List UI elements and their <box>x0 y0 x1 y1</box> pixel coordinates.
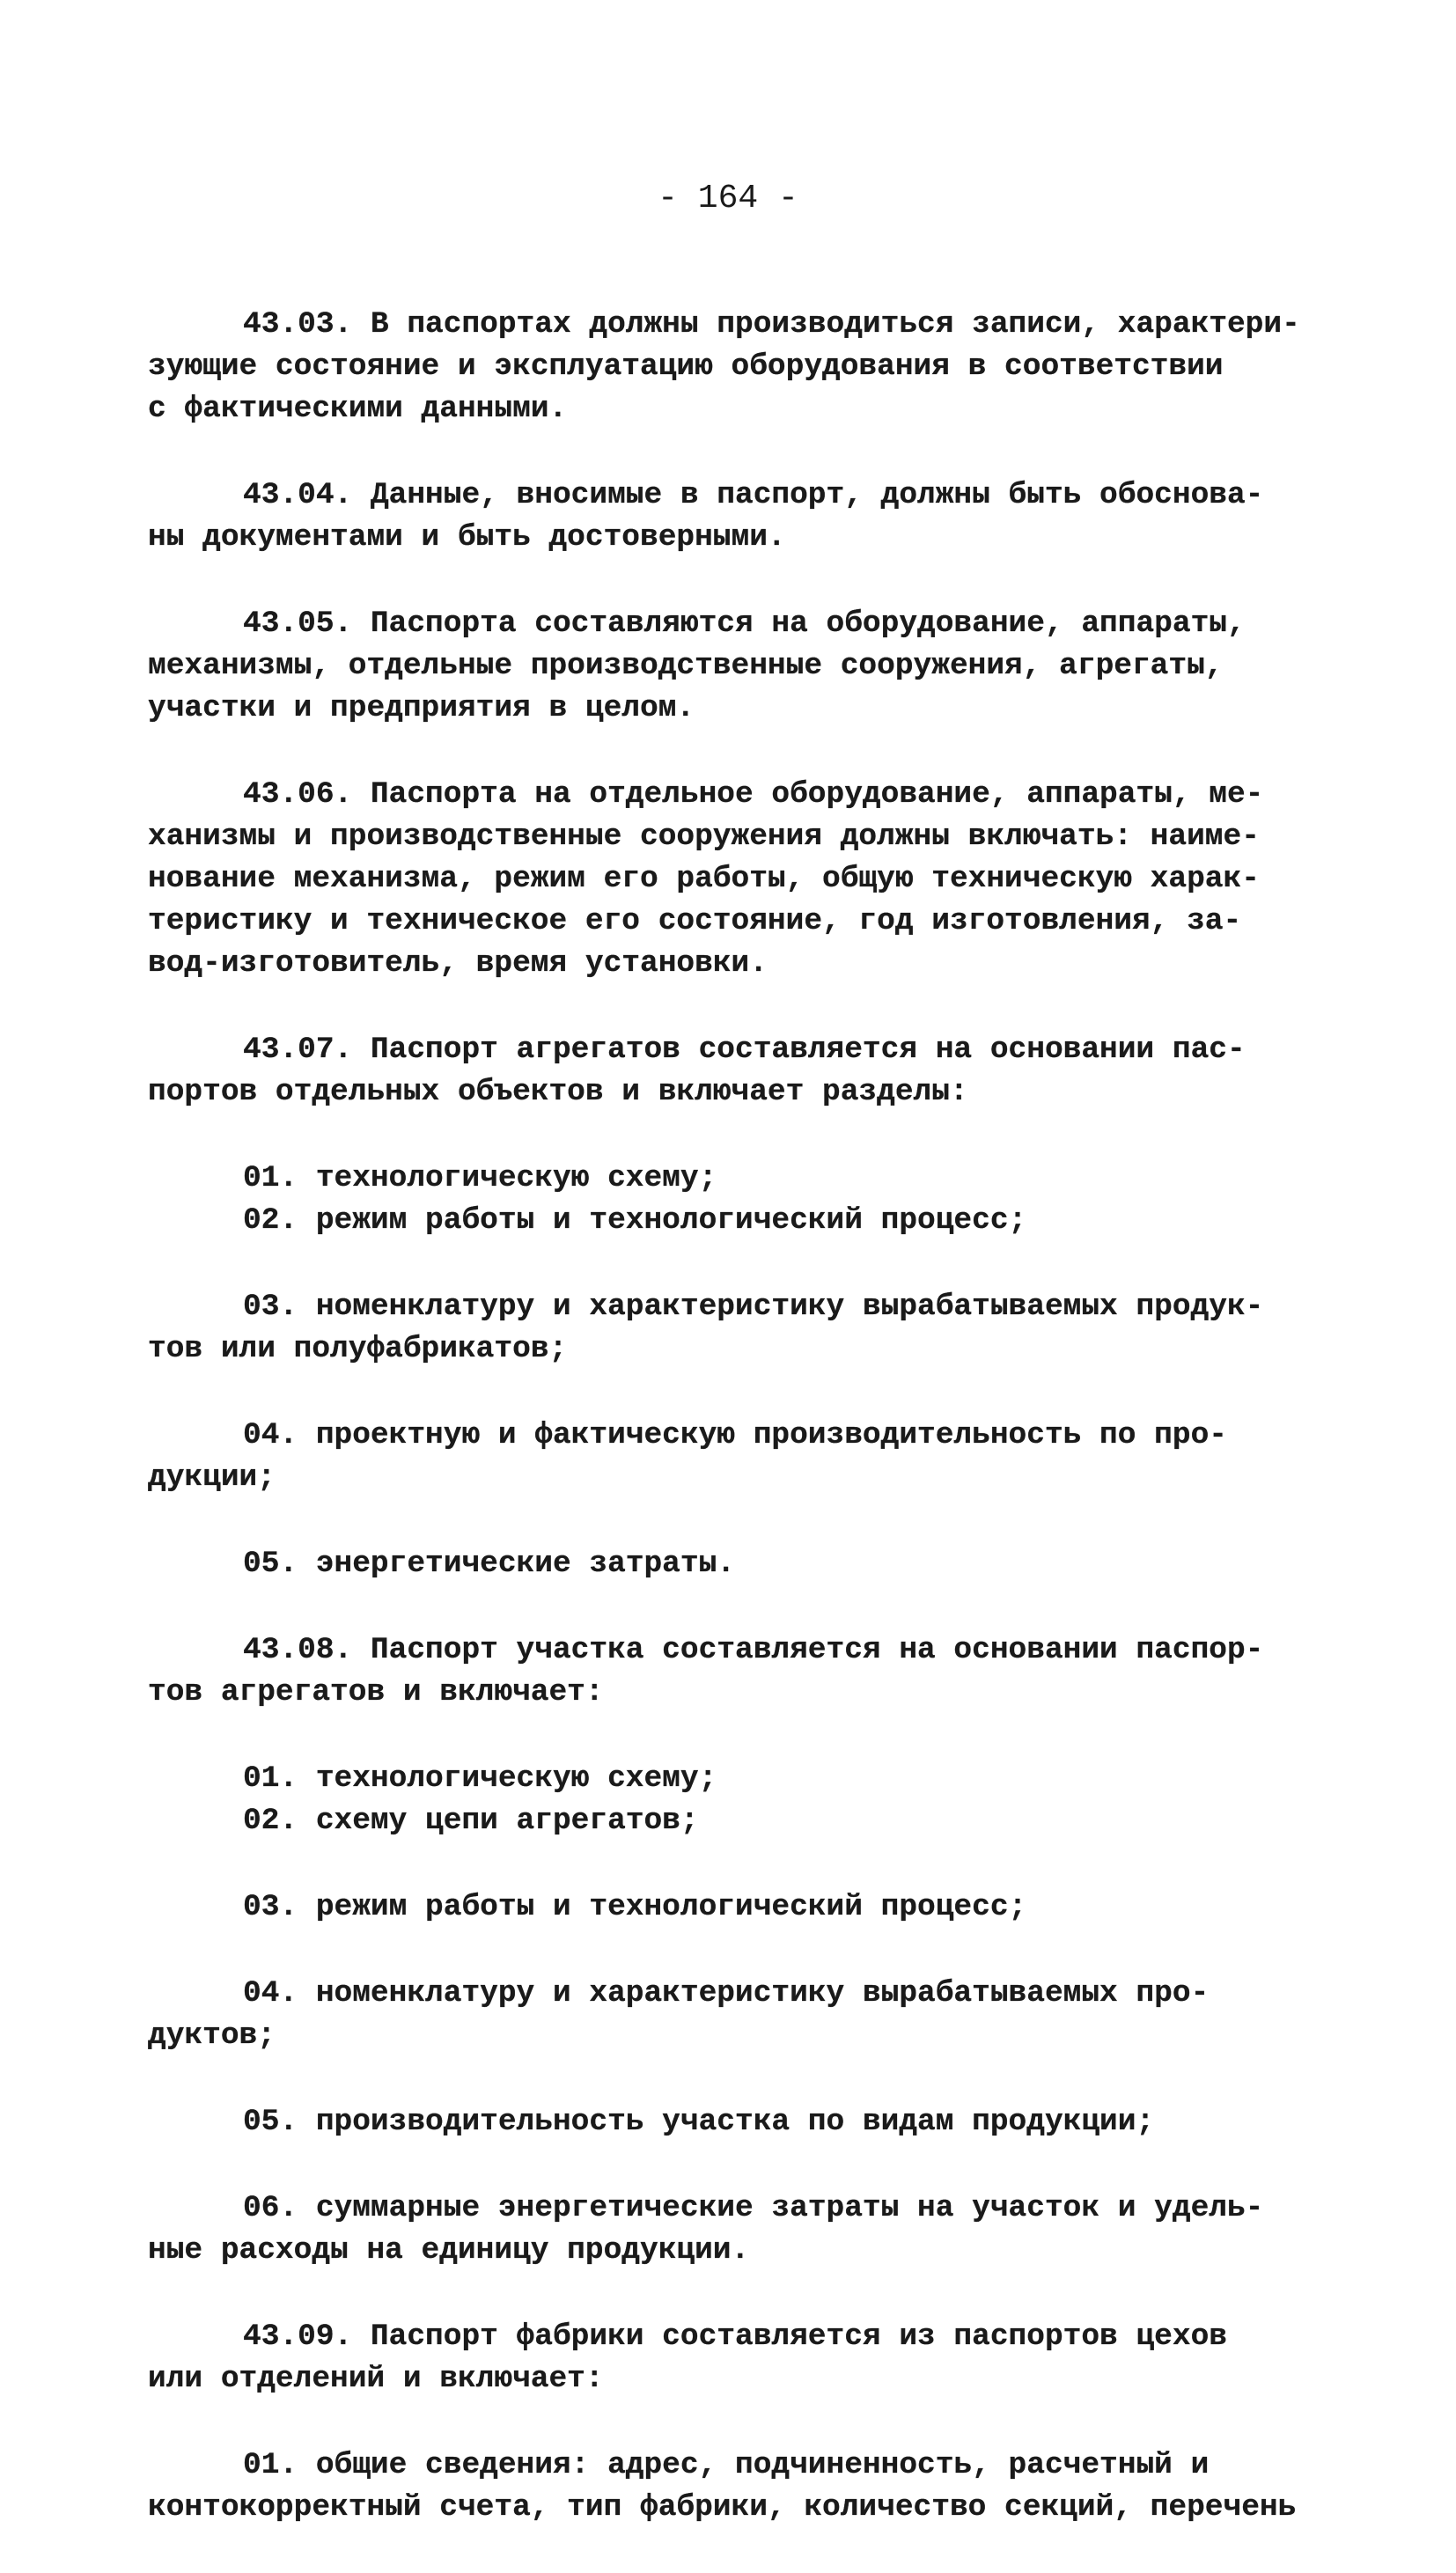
paragraph <box>148 2444 1297 2529</box>
paragraph <box>148 1286 1292 1371</box>
text-line: 02. схему цепи агрегатов; <box>243 1804 699 1838</box>
text-line: 01. технологическую схему; <box>243 1161 717 1195</box>
text-line: 01. общие сведения: адрес, подчиненность, расчетный и <box>243 2448 1210 2482</box>
paragraph <box>148 2316 1292 2400</box>
text-line: 04. проектную и фактическую производительность по про- <box>243 1418 1227 1452</box>
text-line: 43.07. Паспорт агрегатов составляется на основании пас- <box>243 1033 1246 1067</box>
paragraph <box>148 2187 1292 2272</box>
text-line: 05. энергетические затраты. <box>243 1547 735 1581</box>
text-line: ханизмы и производственные сооружения должны включать: наиме- <box>148 820 1260 854</box>
paragraph <box>148 1543 1292 1585</box>
text-line: или отделений и включает: <box>148 2362 604 2396</box>
paragraph <box>148 1029 1292 1114</box>
paragraph <box>148 1758 1292 1800</box>
text-line: нование механизма, режим его работы, общую техническую харак- <box>148 862 1260 896</box>
text-line: 03. режим работы и технологический процесс; <box>243 1890 1027 1924</box>
text-line: 02. режим работы и технологический процесс; <box>243 1203 1027 1238</box>
text-line: 03. номенклатуру и характеристику вырабатываемых продук- <box>243 1290 1264 1324</box>
text-line: 01. технологическую схему; <box>243 1761 717 1796</box>
paragraph <box>148 2101 1292 2143</box>
text-line: участки и предприятия в целом. <box>148 691 695 725</box>
text-line: 43.04. Данные, вносимые в паспорт, должны быть обоснова- <box>243 478 1264 512</box>
text-line: ны документами и быть достоверными. <box>148 520 786 555</box>
text-line: дукции; <box>148 1460 276 1495</box>
page-number: - 164 - <box>658 180 798 217</box>
text-line: 04. номенклатуру и характеристику вырабатываемых про- <box>243 1976 1210 2011</box>
text-line: дуктов; <box>148 2018 276 2053</box>
paragraph <box>148 603 1292 730</box>
paragraph <box>148 1800 1292 1842</box>
text-line: контокорректный счета, тип фабрики, количество секций, перечень <box>148 2490 1297 2525</box>
text-line: 43.06. Паспорта на отдельное оборудование, аппараты, ме- <box>243 777 1264 812</box>
paragraph <box>148 1973 1292 2057</box>
text-line: 43.03. В паспортах должны производиться записи, характери- <box>243 307 1300 342</box>
text-line: тов или полуфабрикатов; <box>148 1332 568 1366</box>
text-line: 43.09. Паспорт фабрики составляется из паспортов цехов <box>243 2319 1227 2354</box>
paragraph <box>148 304 1300 430</box>
document-body <box>148 304 1300 2573</box>
paragraph <box>148 1200 1292 1242</box>
paragraph <box>148 1629 1292 1714</box>
paragraph <box>148 774 1292 985</box>
text-line: тов агрегатов и включает: <box>148 1675 604 1709</box>
text-line: 43.08. Паспорт участка составляется на основании паспор- <box>243 1633 1264 1667</box>
text-line: портов отдельных объектов и включает разделы: <box>148 1075 968 1109</box>
text-line: 05. производительность участка по видам продукции; <box>243 2105 1155 2139</box>
text-line: 43.05. Паспорта составляются на оборудование, аппараты, <box>243 606 1246 641</box>
paragraph <box>148 1158 1292 1200</box>
text-line: с фактическими данными. <box>148 392 568 426</box>
text-line: ные расходы на единицу продукции. <box>148 2233 750 2268</box>
text-line: 06. суммарные энергетические затраты на участок и удель- <box>243 2191 1264 2225</box>
text-line: теристику и техническое его состояние, год изготовления, за- <box>148 904 1242 938</box>
paragraph <box>148 1886 1292 1929</box>
text-line: зующие состояние и эксплуатацию оборудования в соответствии <box>148 349 1224 384</box>
paragraph <box>148 474 1292 559</box>
paragraph <box>148 1415 1292 1499</box>
text-line: вод-изготовитель, время установки. <box>148 946 768 981</box>
text-line: механизмы, отдельные производственные сооружения, агрегаты, <box>148 649 1224 683</box>
